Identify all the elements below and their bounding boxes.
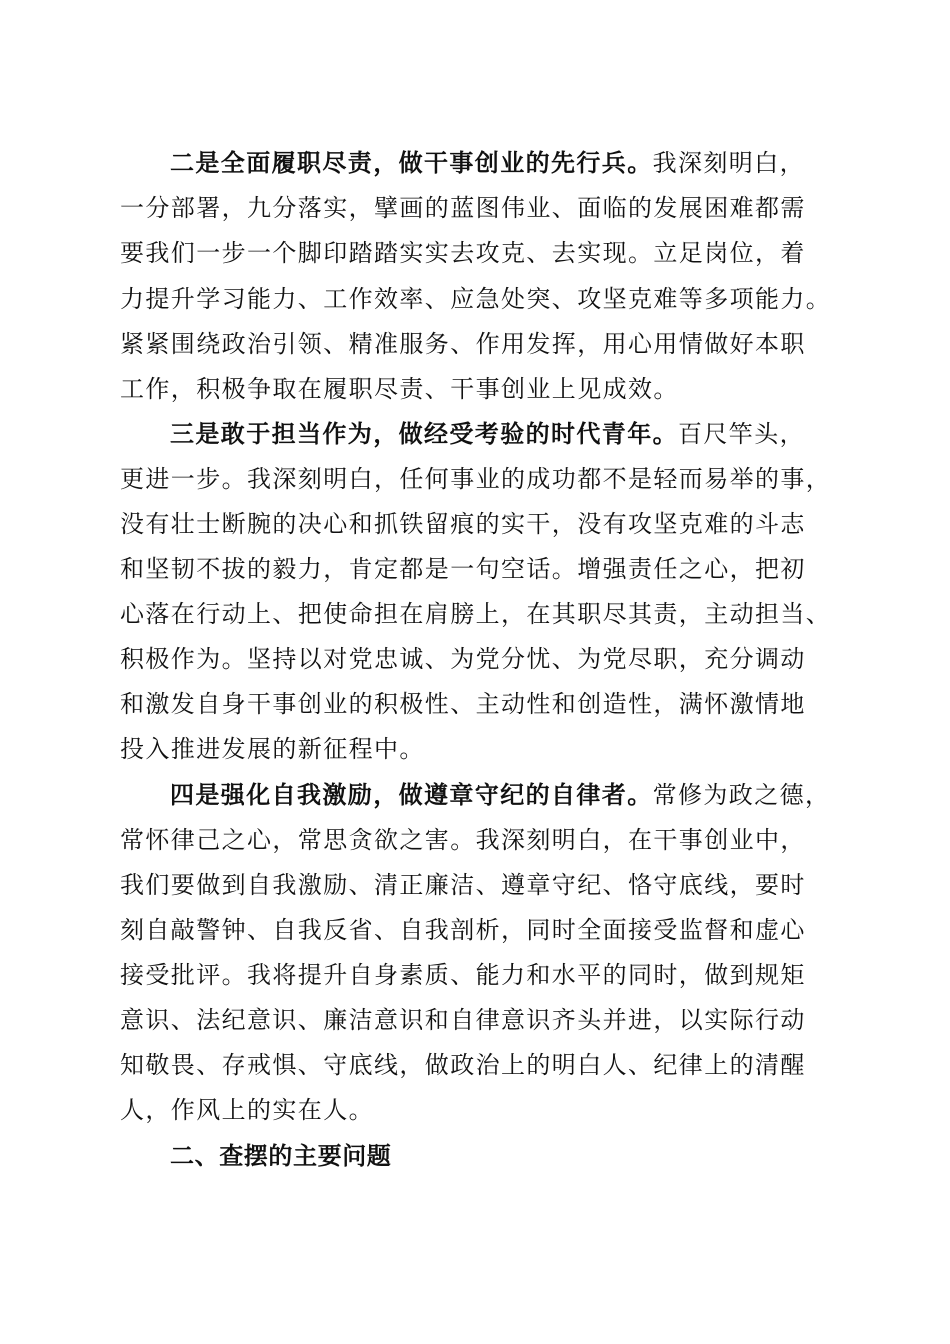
paragraph-2-line-1 bbox=[170, 419, 840, 449]
paragraph-1-lead: 二是全面履职尽责，做干事创业的先行兵。 bbox=[170, 148, 653, 177]
paragraph-2-line-5: 心落在行动上、把使命担在肩膀上，在其职尽其责，主动担当、 bbox=[120, 600, 832, 628]
paragraph-2-line-3: 没有壮士断腕的决心和抓铁留痕的实干，没有攻坚克难的斗志 bbox=[120, 510, 806, 538]
paragraph-1-line-3: 要我们一步一个脚印踏踏实实去攻克、去实现。立足岗位，着 bbox=[120, 239, 806, 267]
paragraph-3-line-1-rest: 常修为政之德， bbox=[652, 781, 831, 809]
paragraph-3-lead: 四是强化自我激励，做遵章守纪的自律者。 bbox=[170, 780, 653, 809]
paragraph-2-lead: 三是敢于担当作为，做经受考验的时代青年。 bbox=[170, 419, 678, 448]
paragraph-3-line-8: 人，作风上的实在人。 bbox=[120, 1096, 374, 1124]
paragraph-3-line-3: 我们要做到自我激励、清正廉洁、遵章守纪、恪守底线，要时 bbox=[120, 871, 806, 899]
paragraph-2-line-2: 更进一步。我深刻明白，任何事业的成功都不是轻而易举的事， bbox=[120, 465, 832, 493]
paragraph-1-line-2: 一分部署，九分落实，擘画的蓝图伟业、面临的发展困难都需 bbox=[120, 194, 806, 222]
section-heading: 二、查摆的主要问题 bbox=[170, 1142, 392, 1170]
paragraph-3-line-6: 意识、法纪意识、廉洁意识和自律意识齐头并进，以实际行动 bbox=[120, 1006, 806, 1034]
paragraph-2-line-6: 积极作为。坚持以对党忠诚、为党分忧、为党尽职，充分调动 bbox=[120, 645, 806, 673]
paragraph-1-line-5: 紧紧围绕政治引领、精准服务、作用发挥，用心用情做好本职 bbox=[120, 330, 806, 358]
paragraph-3-line-7: 知敬畏、存戒惧、守底线，做政治上的明白人、纪律上的清醒 bbox=[120, 1051, 806, 1079]
paragraph-2-line-1-rest: 百尺竿头， bbox=[678, 420, 805, 448]
paragraph-2-line-4: 和坚韧不拔的毅力，肯定都是一句空话。增强责任之心，把初 bbox=[120, 555, 806, 583]
paragraph-3-line-5: 接受批评。我将提升自身素质、能力和水平的同时，做到规矩 bbox=[120, 961, 806, 989]
paragraph-2-line-8: 投入推进发展的新征程中。 bbox=[120, 735, 425, 763]
paragraph-3-line-1 bbox=[170, 780, 840, 810]
paragraph-2-line-7: 和激发自身干事创业的积极性、主动性和创造性，满怀激情地 bbox=[120, 690, 806, 718]
paragraph-3-line-4: 刻自敲警钟、自我反省、自我剖析，同时全面接受监督和虚心 bbox=[120, 916, 806, 944]
paragraph-1-line-1-rest: 我深刻明白， bbox=[652, 149, 806, 177]
paragraph-1-line-6: 工作，积极争取在履职尽责、干事创业上见成效。 bbox=[120, 375, 679, 403]
paragraph-1-line-4: 力提升学习能力、工作效率、应急处突、攻坚克难等多项能力。 bbox=[120, 285, 832, 313]
paragraph-3-line-2: 常怀律己之心，常思贪欲之害。我深刻明白，在干事创业中， bbox=[120, 826, 806, 854]
paragraph-1-line-1 bbox=[170, 148, 840, 178]
